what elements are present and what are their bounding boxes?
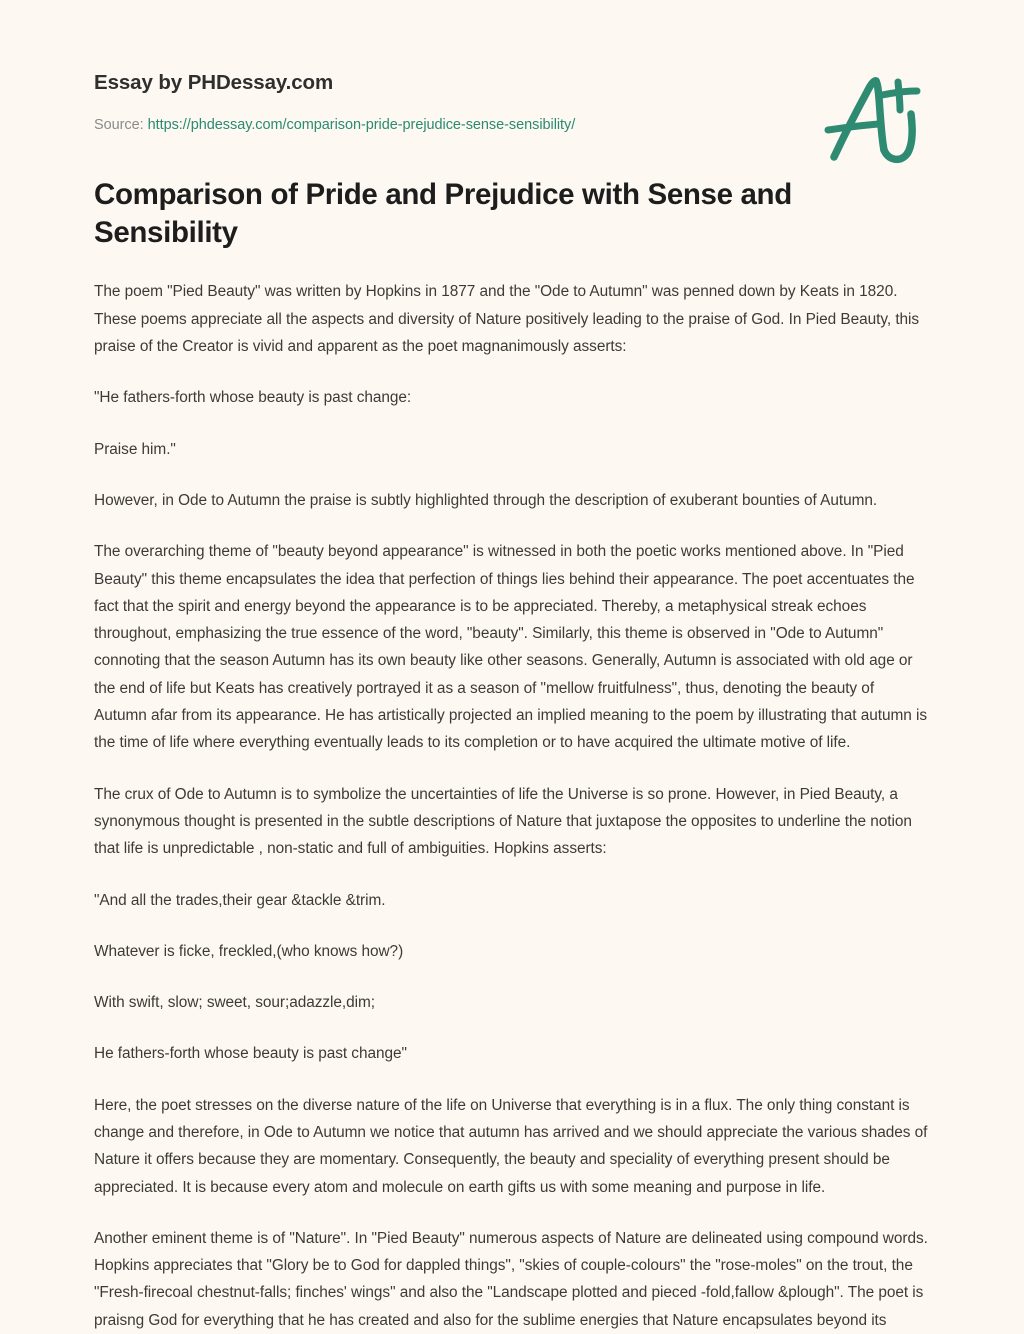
brand-title: Essay by PHDessay.com (94, 71, 334, 94)
article-paragraph: However, in Ode to Autumn the praise is subtly highlighted through the description of exuberant bounties of Autumn. (94, 491, 878, 509)
article-paragraph: Praise him." (94, 440, 176, 458)
source-line (94, 116, 930, 135)
article-paragraph: Another eminent theme is of "Nature". In "Pied Beauty" numerous aspects of Nature are delineated using compound words. Hopkins appreciates that "Glory be to God for dappled things", "skies of couple-colours" the "rose-moles" on the trout, the "Fresh-firecoal chestnut-falls; finches' wings" and also the "Landscape plotted and pieced -fold,fallow &plough". The poet is praisng God for everything that he has created and also for the sublime energies that Nature encapsulates beyond its (94, 1229, 928, 1329)
source-label: Source: (94, 116, 144, 133)
article-paragraph: He fathers-forth whose beauty is past change" (94, 1045, 407, 1063)
article-paragraph: "He fathers-forth whose beauty is past change: (94, 389, 412, 407)
article-paragraph: With swift, slow; sweet, sour;adazzle,dim; (94, 994, 376, 1012)
article (0, 176, 1024, 1334)
a-plus-logo-icon (818, 68, 928, 173)
article-paragraph: The crux of Ode to Autumn is to symbolize the uncertainties of life the Universe is so prone. However, in Pied Beauty, a synonymous thought is presented in the subtle descriptions of Nature that juxtapose the opposites to underline the notion that life is unpredictable , non-static and full of ambiguities. Hopkins asserts: (94, 785, 912, 858)
article-paragraph: Whatever is ficke, freckled,(who knows how?) (94, 942, 404, 960)
article-paragraph: Here, the poet stresses on the diverse nature of the life on Universe that everything is in a flux. The only thing constant is change and therefore, in Ode to Autumn we notice that autumn has arrived and we should appreciate the various shades of Nature it offers because they are momentary. Consequently, the beauty and speciality of everything present should be appreciated. It is because every atom and molecule on earth gifts us with some meaning and purpose in life. (94, 1096, 928, 1196)
a-plus-logo (818, 68, 928, 173)
article-paragraph: The overarching theme of "beauty beyond appearance" is witnessed in both the poetic works mentioned above. In "Pied Beauty" this theme encapsulates the idea that perfection of things lies behind their appearance. The poet accentuates the fact that the spirit and energy beyond the appearance is to be appreciated. Thereby, a metaphysical streak echoes throughout, emphasizing the true essence of the word, "beauty". Similarly, this theme is observed in "Ode to Autumn" connoting that the season Autumn has its own beauty like other seasons. Generally, Autumn is associated with old age or the end of life but Keats has creatively portrayed it as a season of "mellow fruitfulness", thus, denoting the beauty of Autumn afar from its appearance. He has artistically projected an implied meaning to the poem by illustrating that autumn is the time of life where everything eventually leads to its completion or to have acquired the ultimate motive of life. (94, 543, 928, 752)
article-body (94, 278, 930, 1334)
page-title: Comparison of Pride and Prejudice with Sense and Sensibility (94, 178, 792, 250)
page-header (0, 0, 1024, 134)
article-paragraph: "And all the trades,their gear &tackle &trim. (94, 891, 386, 909)
article-paragraph: The poem "Pied Beauty" was written by Hopkins in 1877 and the "Ode to Autumn" was penned down by Keats in 1820. These poems appreciate all the aspects and diversity of Nature positively leading to the praise of God. In Pied Beauty, this praise of the Creator is vivid and apparent as the poet magnanimously asserts: (94, 283, 920, 356)
source-url-link[interactable]: https://phdessay.com/comparison-pride-prejudice-sense-sensibility/ (147, 116, 576, 133)
